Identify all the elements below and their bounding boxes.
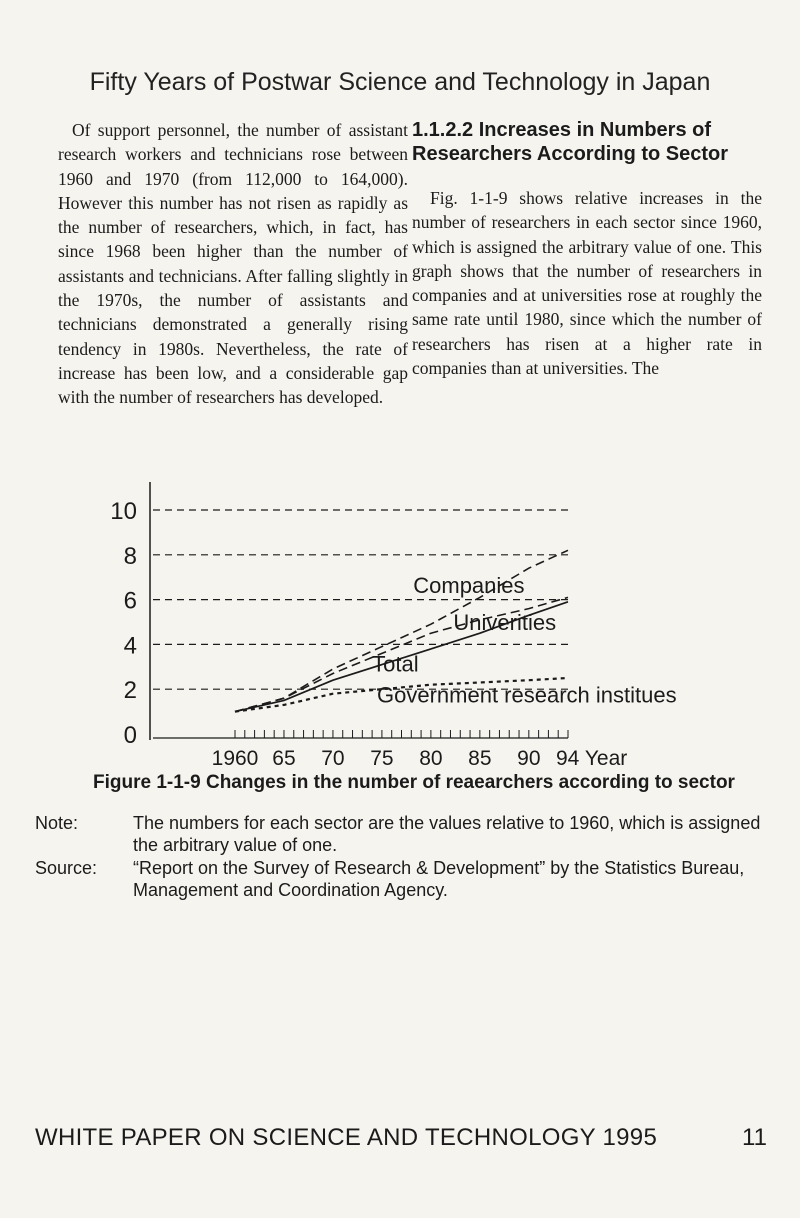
footer-title: WHITE PAPER ON SCIENCE AND TECHNOLOGY 1995 [35, 1124, 658, 1151]
x-tick-label: 80 [419, 747, 443, 770]
series-label: Companies [413, 572, 525, 598]
y-tick-label: 4 [123, 632, 137, 660]
right-paragraph: Fig. 1-1-9 shows relative increases in the number of researchers in each sector since 1960, which is assigned the arbitrary value of one. This graph shows that the number of researchers in companies and at universities rose at roughly the same rate until 1980, since which the number of researchers has risen at a higher rate in companies than at universities. The [412, 188, 762, 379]
y-tick-label: 0 [123, 722, 137, 749]
x-tick-label: 90 [517, 747, 541, 770]
figure-caption: Figure 1-1-9 Changes in the number of reaearchers according to sector [93, 772, 735, 793]
note-block [35, 812, 775, 856]
x-tick-label: 1960 [211, 747, 259, 770]
y-tick-labels [110, 498, 137, 749]
source-block [35, 857, 775, 901]
series-labels [372, 573, 676, 708]
source-text: “Report on the Survey of Research & Development” by the Statistics Bureau, Management and Coordination Agency. [133, 858, 745, 900]
series-label: Total [372, 651, 419, 677]
x-tick-labels [212, 747, 628, 770]
x-tick-label: 65 [272, 747, 296, 770]
series-label: Government research institues [377, 682, 677, 708]
gridlines [153, 510, 568, 689]
note-label: Note: [35, 813, 79, 833]
series-label: Univerities [453, 609, 557, 635]
left-paragraph: Of support personnel, the number of assistant research workers and technicians rose between 1960 and 1970 (from 112,000 to 164,000). However this number has not risen as rapidly as the number of researchers, which, in fact, has since 1968 been higher than the number of assistants and technicians. After falling slightly in the 1970s, the number of assistants and technicians demonstrated a generally rising tendency in 1980s. Nevertheless, the rate of increase has been low, and a considerable gap with the number of researchers has developed. [58, 120, 408, 408]
running-header: Fifty Years of Postwar Science and Technology in Japan [89, 68, 711, 96]
x-tick-label: 85 [468, 747, 492, 770]
page-number: 11 [742, 1124, 767, 1151]
note-text: The numbers for each sector are the values relative to 1960, which is assigned the arbitrary value of one. [133, 813, 761, 855]
y-tick-label: 8 [123, 542, 137, 570]
x-axis [153, 730, 568, 738]
source-label: Source: [35, 858, 98, 878]
y-tick-label: 2 [123, 677, 137, 705]
x-tick-label: 94 Year [556, 747, 628, 770]
section-heading: 1.1.2.2 Increases in Numbers of Researchers According to Sector [412, 119, 729, 165]
x-tick-label: 75 [370, 747, 394, 770]
y-tick-label: 6 [123, 587, 137, 615]
x-tick-label: 70 [321, 747, 345, 770]
y-tick-label: 10 [110, 498, 137, 525]
